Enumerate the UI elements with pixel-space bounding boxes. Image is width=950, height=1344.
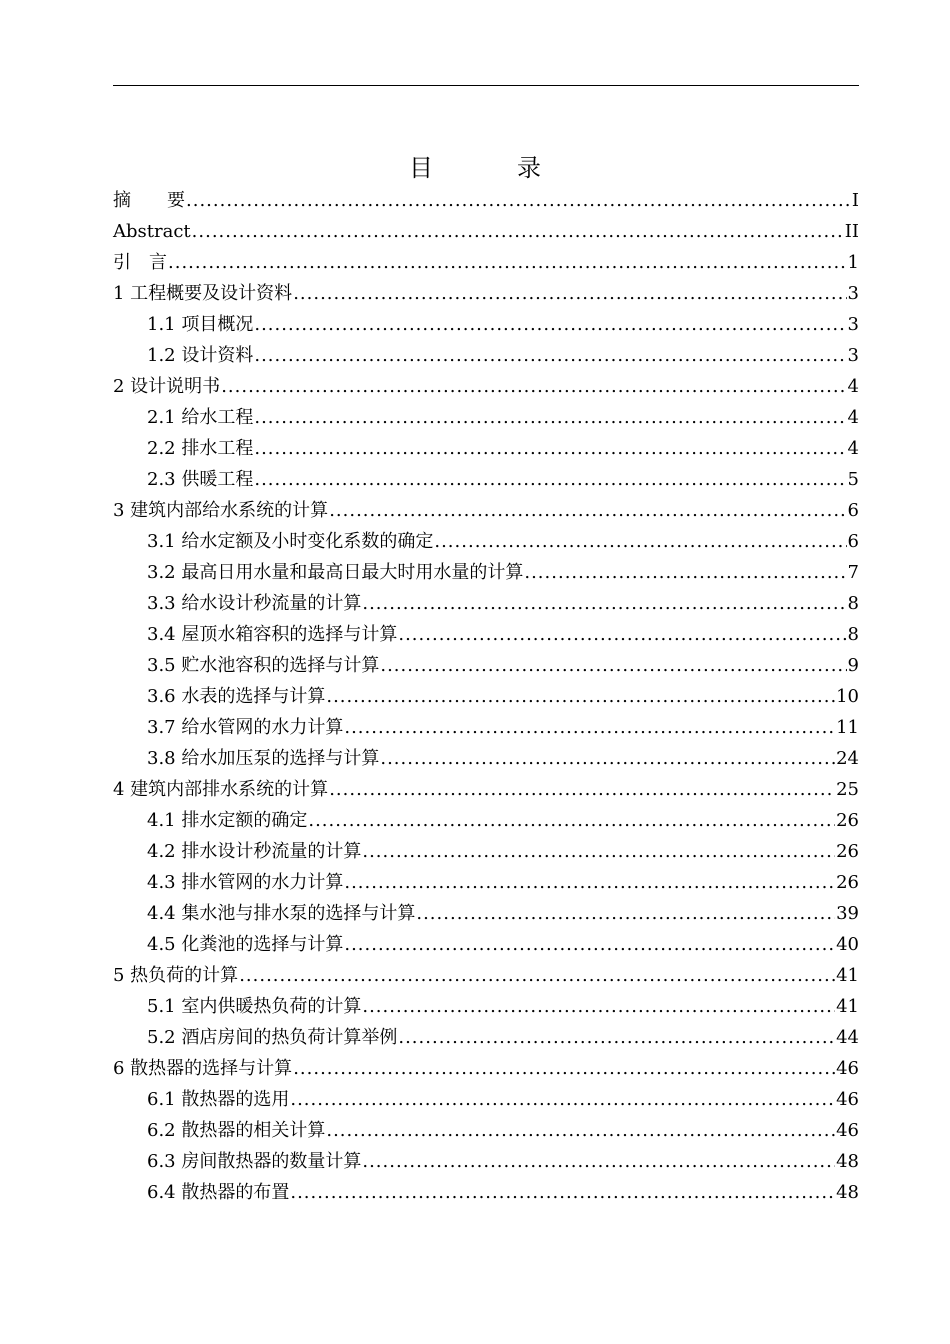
toc-entry[interactable] xyxy=(113,247,859,278)
toc-entry-page: 10 xyxy=(836,686,859,707)
toc-entry-page: 6 xyxy=(847,531,859,552)
toc-entry-page: 9 xyxy=(847,655,859,676)
toc-entry-page: 8 xyxy=(847,593,859,614)
toc-leader-dots xyxy=(362,991,835,1022)
toc-entry[interactable] xyxy=(113,526,859,557)
toc-entry-page: 11 xyxy=(836,717,859,738)
toc-entry[interactable] xyxy=(113,495,859,526)
toc-entry-page: 4 xyxy=(847,438,859,459)
toc-entry[interactable] xyxy=(113,743,859,774)
toc-entry-page: 39 xyxy=(836,903,859,924)
toc-entry[interactable] xyxy=(113,960,859,991)
toc-entry-label: 4.2 排水设计秒流量的计算 xyxy=(147,841,362,862)
toc-leader-dots xyxy=(380,743,835,774)
toc-entry-label: 5.1 室内供暖热负荷的计算 xyxy=(147,996,362,1017)
toc-entry-page: 7 xyxy=(847,562,859,583)
toc-leader-dots xyxy=(293,278,846,309)
toc-entry-label: 引 言 xyxy=(113,252,167,273)
toc-entry-label: 3.3 给水设计秒流量的计算 xyxy=(147,593,362,614)
toc-entry[interactable] xyxy=(113,774,859,805)
toc-entry[interactable] xyxy=(113,464,859,495)
toc-entry-page: 1 xyxy=(847,252,859,273)
toc-leader-dots xyxy=(362,1146,835,1177)
toc-entry-label: 4.4 集水池与排水泵的选择与计算 xyxy=(147,903,416,924)
toc-entry[interactable] xyxy=(113,588,859,619)
toc-entry[interactable] xyxy=(113,557,859,588)
toc-entry-label: 3.2 最高日用水量和最高日最大时用水量的计算 xyxy=(147,562,524,583)
toc-entry-label: 5 热负荷的计算 xyxy=(113,965,239,986)
toc-entry-page: 3 xyxy=(847,345,859,366)
toc-entry-page: 3 xyxy=(847,314,859,335)
toc-entry-label: 3.6 水表的选择与计算 xyxy=(147,686,326,707)
toc-entry-label: 3.5 贮水池容积的选择与计算 xyxy=(147,655,380,676)
toc-entry-page: 46 xyxy=(836,1120,859,1141)
toc-entry[interactable] xyxy=(113,1177,859,1208)
toc-entry[interactable] xyxy=(113,402,859,433)
toc-leader-dots xyxy=(290,1084,835,1115)
toc-entry-label: 4 建筑内部排水系统的计算 xyxy=(113,779,329,800)
toc-entry-label: 1.1 项目概况 xyxy=(147,314,254,335)
toc-leader-dots xyxy=(254,433,846,464)
toc-entry-label: 2.2 排水工程 xyxy=(147,438,254,459)
toc-leader-dots xyxy=(186,185,851,216)
toc-entry[interactable] xyxy=(113,867,859,898)
toc-entry-label: 2 设计说明书 xyxy=(113,376,221,397)
toc-entry-page: 40 xyxy=(836,934,859,955)
toc-leader-dots xyxy=(380,650,846,681)
toc-leader-dots xyxy=(326,681,835,712)
toc-leader-dots xyxy=(362,836,835,867)
toc-entry-label: 3.4 屋顶水箱容积的选择与计算 xyxy=(147,624,398,645)
toc-entry-page: I xyxy=(851,190,859,211)
toc-leader-dots xyxy=(344,929,835,960)
toc-entry[interactable] xyxy=(113,1146,859,1177)
toc-entry-label: 3.7 给水管网的水力计算 xyxy=(147,717,344,738)
toc-entry-page: 41 xyxy=(836,965,859,986)
toc-leader-dots xyxy=(168,247,847,278)
toc-entry-page: II xyxy=(844,221,859,242)
toc-entry-label: 1.2 设计资料 xyxy=(147,345,254,366)
toc-leader-dots xyxy=(344,867,835,898)
toc-entry[interactable] xyxy=(113,712,859,743)
toc-leader-dots xyxy=(329,774,835,805)
toc-leader-dots xyxy=(398,1022,835,1053)
toc-entry-label: 4.5 化粪池的选择与计算 xyxy=(147,934,344,955)
toc-leader-dots xyxy=(254,402,846,433)
toc-leader-dots xyxy=(254,309,846,340)
toc-entry-page: 5 xyxy=(847,469,859,490)
toc-leader-dots xyxy=(344,712,835,743)
toc-leader-dots xyxy=(329,495,846,526)
toc-entry-label: 6.2 散热器的相关计算 xyxy=(147,1120,326,1141)
header-rule xyxy=(113,85,859,86)
toc-entry-page: 4 xyxy=(847,407,859,428)
toc-entry[interactable] xyxy=(113,1053,859,1084)
toc-leader-dots xyxy=(221,371,846,402)
toc-entry-page: 24 xyxy=(836,748,859,769)
toc-entry[interactable] xyxy=(113,1115,859,1146)
toc-entry-label: 摘 要 xyxy=(113,190,185,211)
toc-entry-label: 1 工程概要及设计资料 xyxy=(113,283,293,304)
toc-entry-label: 2.1 给水工程 xyxy=(147,407,254,428)
toc-entry[interactable] xyxy=(113,836,859,867)
toc-entry-page: 41 xyxy=(836,996,859,1017)
toc-entry-page: 46 xyxy=(836,1058,859,1079)
toc-entry[interactable] xyxy=(113,216,859,247)
toc-entry-page: 48 xyxy=(836,1151,859,1172)
toc-entry-label: 6.4 散热器的布置 xyxy=(147,1182,290,1203)
toc-entry-label: Abstract xyxy=(113,221,191,242)
toc-entry[interactable] xyxy=(113,185,859,216)
toc-entry-page: 48 xyxy=(836,1182,859,1203)
toc-entry-page: 26 xyxy=(836,872,859,893)
toc-entry[interactable] xyxy=(113,991,859,1022)
toc-entry-page: 26 xyxy=(836,841,859,862)
toc-list xyxy=(113,185,859,1208)
toc-entry-label: 5.2 酒店房间的热负荷计算举例 xyxy=(147,1027,398,1048)
toc-entry-label: 6 散热器的选择与计算 xyxy=(113,1058,293,1079)
toc-leader-dots xyxy=(239,960,835,991)
toc-entry-page: 4 xyxy=(847,376,859,397)
toc-entry[interactable] xyxy=(113,309,859,340)
toc-entry-page: 3 xyxy=(847,283,859,304)
toc-leader-dots xyxy=(524,557,846,588)
toc-leader-dots xyxy=(254,340,846,371)
toc-leader-dots xyxy=(308,805,835,836)
toc-entry-page: 6 xyxy=(847,500,859,521)
toc-leader-dots xyxy=(398,619,846,650)
toc-entry[interactable] xyxy=(113,1084,859,1115)
toc-title: 目 录 xyxy=(409,154,571,182)
toc-entry-page: 25 xyxy=(836,779,859,800)
toc-leader-dots xyxy=(434,526,846,557)
toc-entry-page: 26 xyxy=(836,810,859,831)
toc-leader-dots xyxy=(293,1053,835,1084)
toc-entry[interactable] xyxy=(113,371,859,402)
toc-leader-dots xyxy=(362,588,846,619)
toc-leader-dots xyxy=(326,1115,835,1146)
toc-entry-label: 3.8 给水加压泵的选择与计算 xyxy=(147,748,380,769)
toc-entry-label: 3.1 给水定额及小时变化系数的确定 xyxy=(147,531,434,552)
toc-entry[interactable] xyxy=(113,929,859,960)
toc-entry-page: 44 xyxy=(836,1027,859,1048)
toc-entry[interactable] xyxy=(113,898,859,929)
toc-entry[interactable] xyxy=(113,433,859,464)
toc-entry-label: 6.3 房间散热器的数量计算 xyxy=(147,1151,362,1172)
toc-entry[interactable] xyxy=(113,805,859,836)
toc-entry-label: 4.3 排水管网的水力计算 xyxy=(147,872,344,893)
toc-entry-label: 6.1 散热器的选用 xyxy=(147,1089,290,1110)
toc-entry[interactable] xyxy=(113,1022,859,1053)
toc-entry-label: 2.3 供暖工程 xyxy=(147,469,254,490)
toc-entry[interactable] xyxy=(113,681,859,712)
toc-entry[interactable] xyxy=(113,619,859,650)
toc-leader-dots xyxy=(254,464,846,495)
toc-entry[interactable] xyxy=(113,278,859,309)
toc-entry-label: 4.1 排水定额的确定 xyxy=(147,810,308,831)
toc-leader-dots xyxy=(192,216,844,247)
toc-entry[interactable] xyxy=(113,340,859,371)
toc-entry[interactable] xyxy=(113,650,859,681)
toc-entry-label: 3 建筑内部给水系统的计算 xyxy=(113,500,329,521)
toc-leader-dots xyxy=(416,898,835,929)
toc-entry-page: 8 xyxy=(847,624,859,645)
toc-leader-dots xyxy=(290,1177,835,1208)
toc-entry-page: 46 xyxy=(836,1089,859,1110)
